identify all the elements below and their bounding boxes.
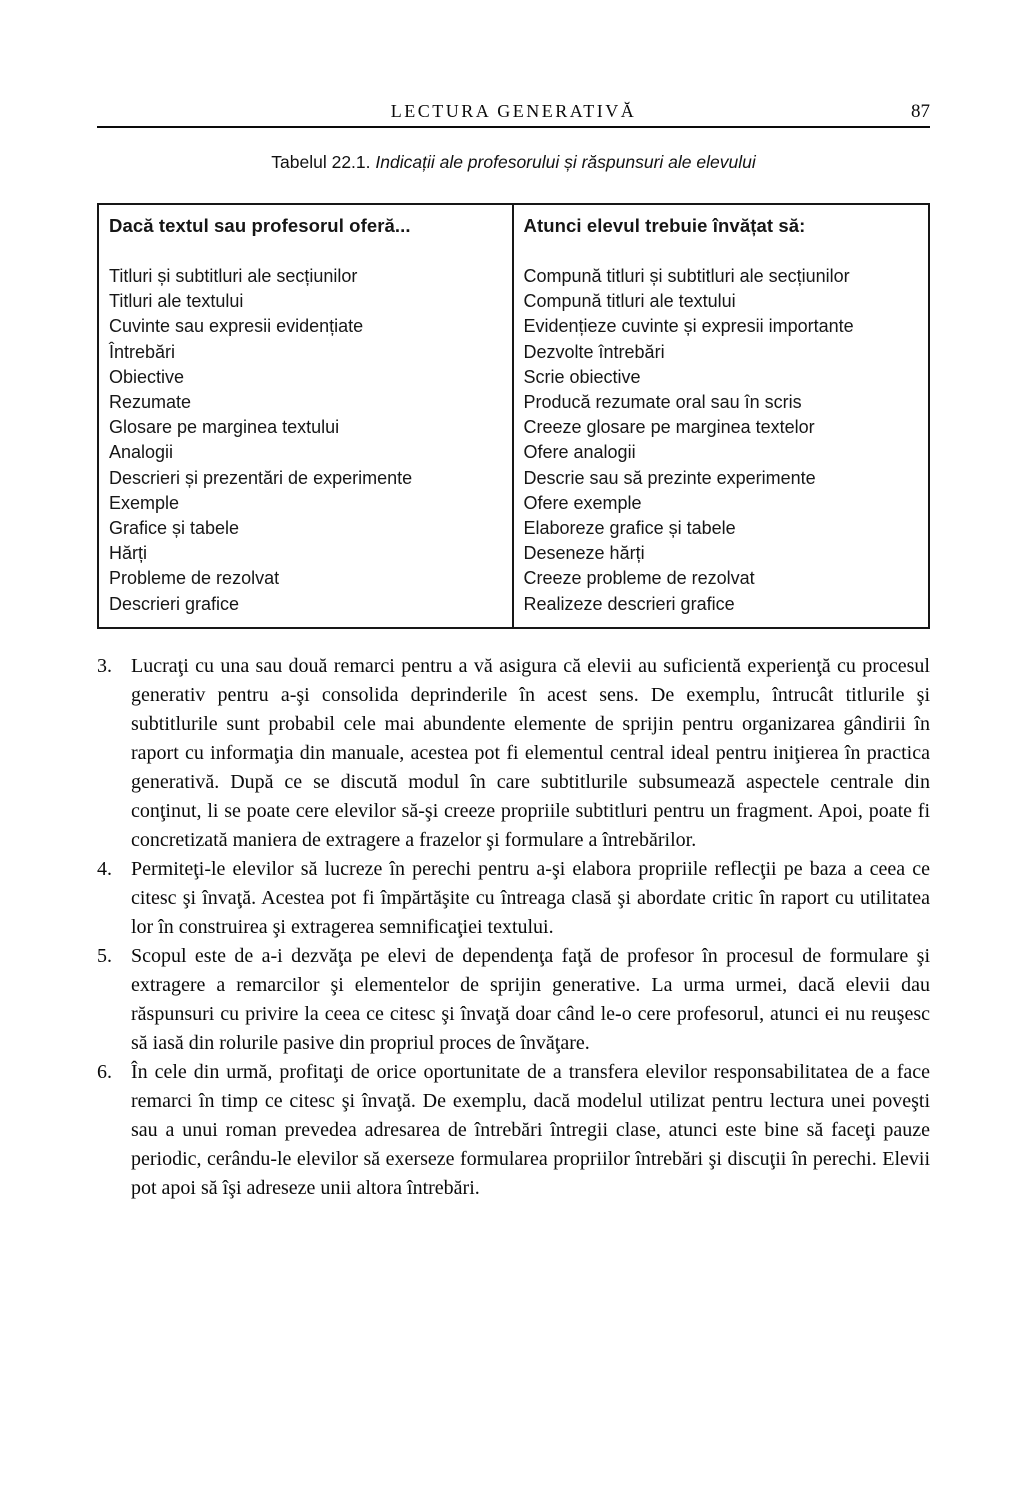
list-item-number: 5. xyxy=(97,945,112,967)
list-item-number: 3. xyxy=(97,655,112,677)
table-column-student xyxy=(514,205,929,627)
indications-table xyxy=(97,203,930,629)
list-item xyxy=(97,652,930,855)
table-row: Întrebări xyxy=(109,341,176,362)
table-row: Producă rezumate oral sau în scris xyxy=(523,392,802,413)
table-row: Elaboreze grafice și tabele xyxy=(523,518,736,539)
table-caption-label: Tabelul 22.1. xyxy=(271,152,371,172)
table-row: Titluri și subtitluri ale secțiunilor xyxy=(109,266,358,286)
list-item-text: Lucraţi cu una sau două remarci pentru a vă asigura că elevii au suficientă experienţă cu procesul generativ pentru a-şi consolida deprinderile în acest sens. De exemplu, întrucât titlurile şi subtitlurile sunt probabil cele mai abundente elemente de sprijin pentru organizarea gândirii în raport cu informaţia din manuale, acestea pot fi elementul central ideal pentru iniţierea în practica generativă. După ce se discută modul în care subtitlurile subsumează aspectele centrale din conţinut, li se poate cere elevilor să-şi creeze propriile subtitluri pentru un fragment. Apoi, poate fi concretizată maniera de extragere a frazelor şi formulare a întrebărilor. xyxy=(131,655,930,851)
table-row: Probleme de rezolvat xyxy=(109,568,280,589)
table-row: Compună titluri și subtitluri ale secțiunilor xyxy=(523,266,850,286)
table-rows-right xyxy=(524,264,919,617)
table-row: Rezumate xyxy=(109,392,192,413)
table-caption-title: Indicații ale profesorului și răspunsuri ale elevului xyxy=(375,152,756,172)
table-column-professor xyxy=(99,205,514,627)
table-header-left: Dacă textul sau profesorul oferă... xyxy=(109,215,411,236)
page-header xyxy=(97,101,930,125)
table-row: Titluri ale textului xyxy=(109,291,244,312)
table-header-right: Atunci elevul trebuie învățat să: xyxy=(523,215,806,236)
list-item-text: Permiteţi-le elevilor să lucreze în perechi pentru a-şi elabora propriile reflecţii pe baza a ceea ce citesc şi învaţă. Acestea pot fi împărtăşite cu întreaga clasă şi abordate critic în raport cu utilitatea lor în construirea şi extragerea semnificaţiei textului. xyxy=(131,858,930,938)
table-row: Ofere analogii xyxy=(523,442,636,463)
table-row: Exemple xyxy=(109,492,180,513)
table-row: Hărți xyxy=(109,543,148,564)
table-row: Grafice și tabele xyxy=(109,518,240,539)
table-row: Descrie sau să prezinte experimente xyxy=(523,467,816,488)
list-item-number: 6. xyxy=(97,1061,112,1083)
list-item-text: În cele din urmă, profitaţi de orice oportunitate de a transfera elevilor responsabilitatea de a face remarci în timp ce citesc şi învaţă. De exemplu, dacă modelul utilizat pentru lectura unei poveşti sau a unui roman prevedea adresarea de întrebări întregii clase, atunci este bine să faceţi pauze periodic, cerându-le elevilor să exerseze formularea propriilor întrebări şi discuţii în perechi. Elevii pot apoi să îşi adreseze unii altora întrebări. xyxy=(131,1061,930,1199)
table-row: Creeze glosare pe marginea textelor xyxy=(523,417,815,438)
table-row: Descrieri și prezentări de experimente xyxy=(109,467,413,488)
table-row: Compună titluri ale textului xyxy=(523,291,736,312)
table-row: Creeze probleme de rezolvat xyxy=(523,568,755,589)
table-row: Cuvinte sau expresii evidențiate xyxy=(109,316,364,337)
numbered-list xyxy=(97,652,930,1203)
table-row: Glosare pe marginea textului xyxy=(109,417,340,438)
running-title: LECTURA GENERATIVĂ xyxy=(390,101,637,121)
table-row: Evidențieze cuvinte și expresii importante xyxy=(523,316,854,337)
list-item xyxy=(97,855,930,942)
table-row: Analogii xyxy=(109,442,174,463)
table-row: Descrieri grafice xyxy=(109,593,240,614)
list-item-text: Scopul este de a-i dezvăţa pe elevi de dependenţa faţă de profesor în procesul de formulare şi extragere a remarcilor şi elementelor de sprijin generative. La urma urmei, dacă elevii dau răspunsuri cu privire la ceea ce citesc şi învaţă doar când le-o cere profesorul, atunci ei nu reuşesc să iasă din rolurile pasive din propriul proces de învăţare. xyxy=(131,945,930,1054)
table-row: Dezvolte întrebări xyxy=(523,341,665,362)
table-caption xyxy=(97,152,930,173)
table-row: Obiective xyxy=(109,366,185,387)
page-number: 87 xyxy=(911,101,930,122)
list-item-number: 4. xyxy=(97,858,112,880)
table-row: Scrie obiective xyxy=(523,366,641,387)
table-row: Deseneze hărți xyxy=(523,543,645,564)
list-item xyxy=(97,1058,930,1203)
list-item xyxy=(97,942,930,1058)
table-rows-left xyxy=(109,264,502,617)
table-row: Ofere exemple xyxy=(523,492,642,513)
table-row: Realizeze descrieri grafice xyxy=(523,593,735,614)
header-rule xyxy=(97,126,930,128)
